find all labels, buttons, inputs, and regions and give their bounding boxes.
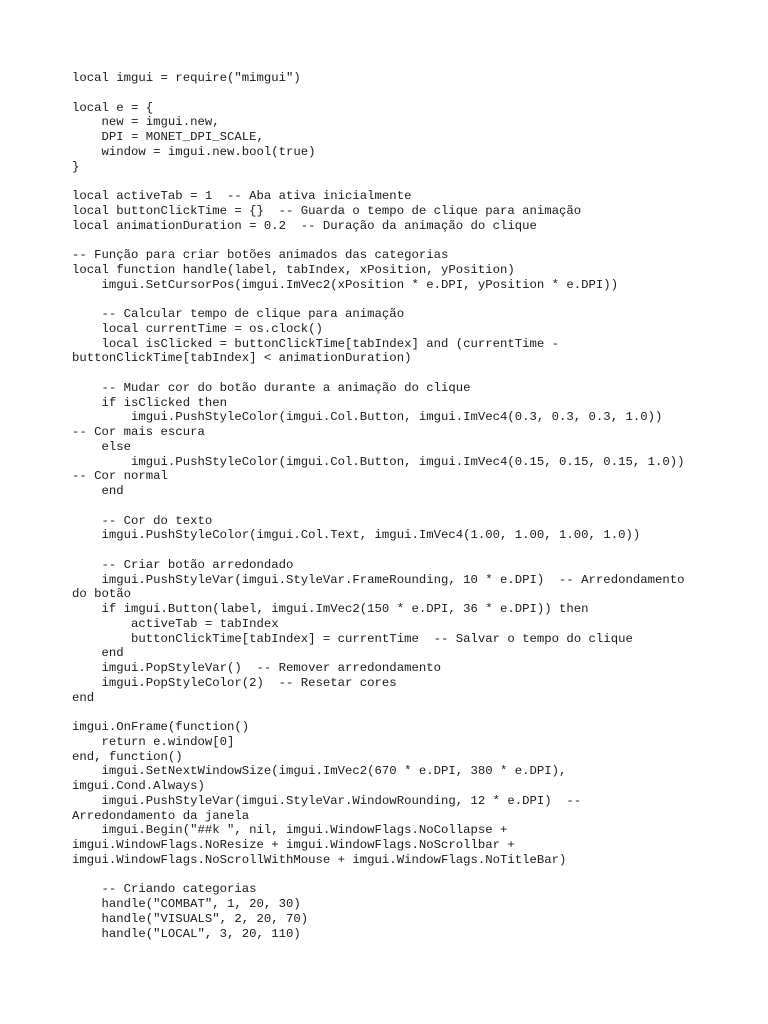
code-line: if isClicked then — [72, 395, 227, 410]
code-line: imgui.PushStyleColor(imgui.Col.Button, imgui.ImVec4(0.3, 0.3, 0.3, 1.0)) — [72, 410, 663, 425]
code-listing — [72, 71, 732, 941]
blank-line — [72, 233, 732, 248]
code-line: local e = { — [72, 100, 154, 115]
code-line: end — [72, 484, 124, 498]
code-line: -- Cor do texto — [72, 513, 213, 528]
code-line: else — [72, 439, 132, 454]
blank-line — [72, 499, 732, 514]
code-line: end, function() — [72, 749, 183, 764]
code-line: -- Criando categorias — [72, 882, 257, 897]
code-line: local function handle(label, tabIndex, xPosition, yPosition) — [72, 262, 515, 277]
code-line: local imgui = require("mimgui") — [72, 71, 301, 85]
code-line: new = imgui.new, — [72, 115, 220, 130]
code-line: } — [72, 159, 80, 174]
code-line: imgui.PushStyleVar(imgui.StyleVar.FrameRounding, 10 * e.DPI) -- Arredondamento — [72, 572, 685, 587]
code-line: imgui.PushStyleVar(imgui.StyleVar.WindowRounding, 12 * e.DPI) -- — [72, 793, 582, 808]
code-line: handle("LOCAL", 3, 20, 110) — [72, 926, 301, 941]
code-line: imgui.OnFrame(function() — [72, 720, 250, 734]
code-line: -- Mudar cor do botão durante a animação do clique — [72, 380, 471, 395]
code-line: local currentTime = os.clock() — [72, 321, 323, 336]
code-line: -- Calcular tempo de clique para animação — [72, 307, 405, 321]
code-line: window = imgui.new.bool(true) — [72, 144, 316, 159]
code-line: end — [72, 646, 124, 661]
code-line: local activeTab = 1 -- Aba ativa inicialmente — [72, 189, 412, 203]
code-line: handle("VISUALS", 2, 20, 70) — [72, 911, 309, 926]
code-line: -- Função para criar botões animados das categorias — [72, 248, 449, 262]
code-line: imgui.SetCursorPos(imgui.ImVec2(xPosition * e.DPI, yPosition * e.DPI)) — [72, 277, 619, 292]
code-line: imgui.WindowFlags.NoScrollWithMouse + imgui.WindowFlags.NoTitleBar) — [72, 852, 567, 867]
code-line: local animationDuration = 0.2 -- Duração da animação do clique — [72, 218, 537, 233]
code-line: DPI = MONET_DPI_SCALE, — [72, 130, 264, 144]
blank-line — [72, 543, 732, 558]
code-line: imgui.PushStyleColor(imgui.Col.Button, imgui.ImVec4(0.15, 0.15, 0.15, 1.0)) — [72, 454, 685, 469]
code-line: -- Cor normal — [72, 469, 168, 484]
code-line: buttonClickTime[tabIndex] < animationDuration) — [72, 351, 412, 366]
code-line: if imgui.Button(label, imgui.ImVec2(150 * e.DPI, 36 * e.DPI)) then — [72, 602, 589, 616]
code-line: handle("COMBAT", 1, 20, 30) — [72, 897, 301, 911]
blank-line — [72, 705, 732, 720]
code-line: -- Cor mais escura — [72, 425, 205, 439]
code-line: imgui.Begin("##k ", nil, imgui.WindowFlags.NoCollapse + — [72, 823, 508, 838]
code-line: imgui.PushStyleColor(imgui.Col.Text, imgui.ImVec4(1.00, 1.00, 1.00, 1.0)) — [72, 528, 641, 543]
code-line: imgui.WindowFlags.NoResize + imgui.WindowFlags.NoScrollbar + — [72, 838, 515, 852]
blank-line — [72, 366, 732, 381]
code-line: local isClicked = buttonClickTime[tabIndex] and (currentTime - — [72, 336, 560, 351]
blank-line — [72, 174, 732, 189]
code-line: -- Criar botão arredondado — [72, 557, 294, 572]
blank-line — [72, 292, 732, 307]
code-line: imgui.SetNextWindowSize(imgui.ImVec2(670 * e.DPI, 380 * e.DPI), — [72, 764, 567, 779]
code-line: return e.window[0] — [72, 734, 235, 749]
blank-line — [72, 868, 732, 883]
code-line: local buttonClickTime = {} -- Guarda o tempo de clique para animação — [72, 203, 582, 218]
code-line: buttonClickTime[tabIndex] = currentTime -- Salvar o tempo do clique — [72, 631, 633, 646]
code-line: activeTab = tabIndex — [72, 616, 279, 631]
code-line: imgui.Cond.Always) — [72, 779, 205, 793]
code-line: do botão — [72, 587, 132, 602]
code-line: end — [72, 690, 95, 705]
code-line: imgui.PopStyleColor(2) -- Resetar cores — [72, 675, 397, 690]
code-line: imgui.PopStyleVar() -- Remover arredondamento — [72, 661, 441, 675]
blank-line — [72, 86, 732, 101]
code-line: Arredondamento da janela — [72, 808, 250, 823]
